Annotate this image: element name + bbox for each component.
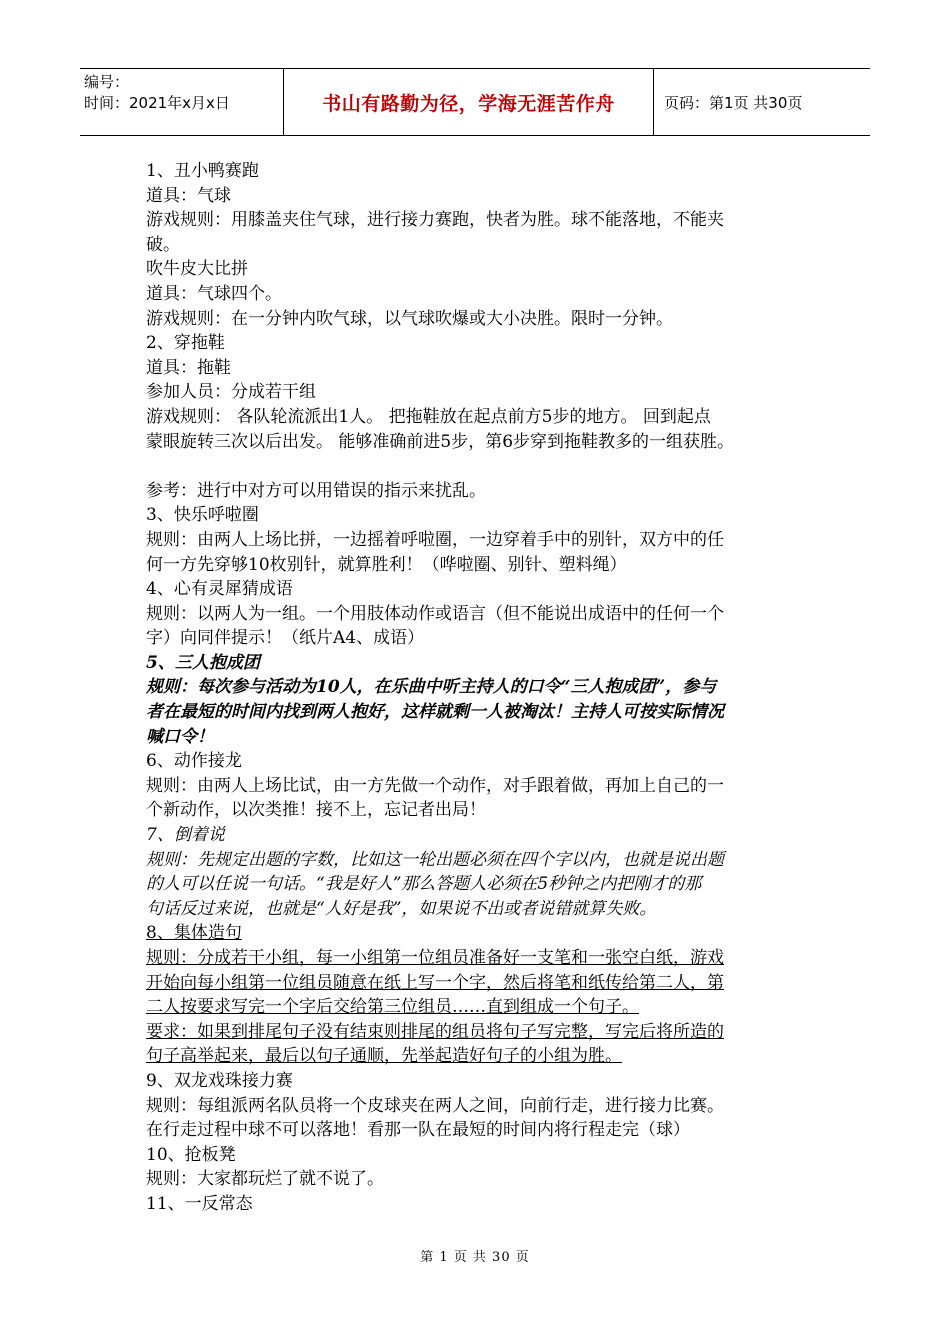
text-line: 何一方先穿够10枚别针，就算胜利！（哗啦圈、别针、塑料绳） xyxy=(146,554,627,575)
text-line: 参加人员：分成若干组 xyxy=(146,382,316,403)
text-line: 规则：分成若干小组，每一小组第一位组员准备好一支笔和一张空白纸，游戏 xyxy=(146,948,724,968)
text-line: 蒙眼旋转三次以后出发。 能够准确前进5步，第6步穿到拖鞋教多的一组获胜。 xyxy=(146,431,735,452)
text-line: 游戏规则：用膝盖夹住气球，进行接力赛跑，快者为胜。球不能落地，不能夹 xyxy=(146,210,724,231)
text-line: 要求：如果到排尾句子没有结束则排尾的组员将句子写完整，写完后将所造的 xyxy=(146,1021,724,1042)
text-line: 道具：拖鞋 xyxy=(146,357,231,378)
text-line: 5、三人抱成团 xyxy=(146,652,260,673)
header-code-label: 编号： xyxy=(84,73,130,91)
text-line: 规则：由两人上场比试，由一方先做一个动作，对手跟着做，再加上自己的一 xyxy=(146,775,724,796)
text-line: 吹牛皮大比拼 xyxy=(146,259,248,280)
text-line: 道具：气球四个。 xyxy=(146,283,282,304)
header-motto-cell xyxy=(283,69,654,135)
text-line: 喊口令！ xyxy=(146,726,214,747)
text-line: 2、穿拖鞋 xyxy=(146,333,225,354)
header-time-label: 时间：2021年x月x日 xyxy=(84,94,230,112)
text-line: 在行走过程中球不可以落地！看那一队在最短的时间内将行程走完（球） xyxy=(146,1120,690,1141)
text-line: 的人可以任说一句话。“我是好人”那么答题人必须在5秒钟之内把刚才的那 xyxy=(146,874,702,895)
page-header xyxy=(80,68,870,136)
text-line: 者在最短的时间内找到两人抱好，这样就剩一人被淘汰！主持人可按实际情况 xyxy=(146,702,724,723)
text-line: 4、心有灵犀猜成语 xyxy=(146,579,293,600)
text-line: 规则：由两人上场比拼，一边摇着呼啦圈，一边穿着手中的别针，双方中的任 xyxy=(146,529,724,550)
text-line: 开始向每小组第一位组员随意在纸上写一个字，然后将笔和纸传给第二人，第 xyxy=(146,972,724,993)
header-motto: 书山有路勤为径，学海无涯苦作舟 xyxy=(322,92,615,115)
text-line: 6、动作接龙 xyxy=(146,751,242,772)
text-line: 字）向同伴提示！（纸片A4、成语） xyxy=(146,628,425,649)
page-footer: 第 1 页 共 30 页 xyxy=(420,1250,530,1265)
text-line: 句子高举起来，最后以句子通顺，先举起造好句子的小组为胜。 xyxy=(146,1046,622,1067)
text-line: 7、倒着说 xyxy=(146,825,225,846)
text-line: 规则：大家都玩烂了就不说了。 xyxy=(146,1169,384,1190)
text-line: 规则：每次参与活动为10人，在乐曲中听主持人的口令“三人抱成团”，参与 xyxy=(146,677,717,698)
text-line: 10、抢板凳 xyxy=(146,1144,236,1165)
text-line: 规则：先规定出题的字数，比如这一轮出题必须在四个字以内，也就是说出题 xyxy=(146,849,724,870)
text-line: 规则：以两人为一组。一个用肢体动作或语言（但不能说出成语中的任何一个 xyxy=(146,603,724,624)
text-line: 11、一反常态 xyxy=(146,1193,253,1214)
text-line: 9、双龙戏珠接力赛 xyxy=(146,1070,293,1091)
header-page-cell xyxy=(654,69,870,135)
document-body xyxy=(146,159,826,1217)
text-line: 8、集体造句 xyxy=(146,923,242,944)
text-line: 规则：每组派两名队员将一个皮球夹在两人之间，向前行走，进行接力比赛。 xyxy=(146,1095,724,1116)
header-meta xyxy=(80,69,283,135)
text-line: 参考：进行中对方可以用错误的指示来扰乱。 xyxy=(146,480,486,501)
text-line: 3、快乐呼啦圈 xyxy=(146,505,259,526)
text-line xyxy=(146,454,826,479)
text-line: 1、丑小鸭赛跑 xyxy=(146,161,259,181)
text-line: 破。 xyxy=(146,234,180,255)
text-line: 游戏规则： 各队轮流派出1人。 把拖鞋放在起点前方5步的地方。 回到起点 xyxy=(146,406,711,427)
text-line: 游戏规则：在一分钟内吹气球，以气球吹爆或大小决胜。限时一分钟。 xyxy=(146,308,673,329)
header-page-label: 页码：第1页 共30页 xyxy=(664,93,803,112)
text-line: 句话反过来说，也就是“人好是我”，如果说不出或者说错就算失败。 xyxy=(146,898,657,919)
text-line: 道具：气球 xyxy=(146,185,231,206)
text-line: 二人按要求写完一个字后交给第三位组员……直到组成一个句子。 xyxy=(146,997,639,1018)
text-line: 个新动作，以次类推！接不上，忘记者出局！ xyxy=(146,800,486,821)
